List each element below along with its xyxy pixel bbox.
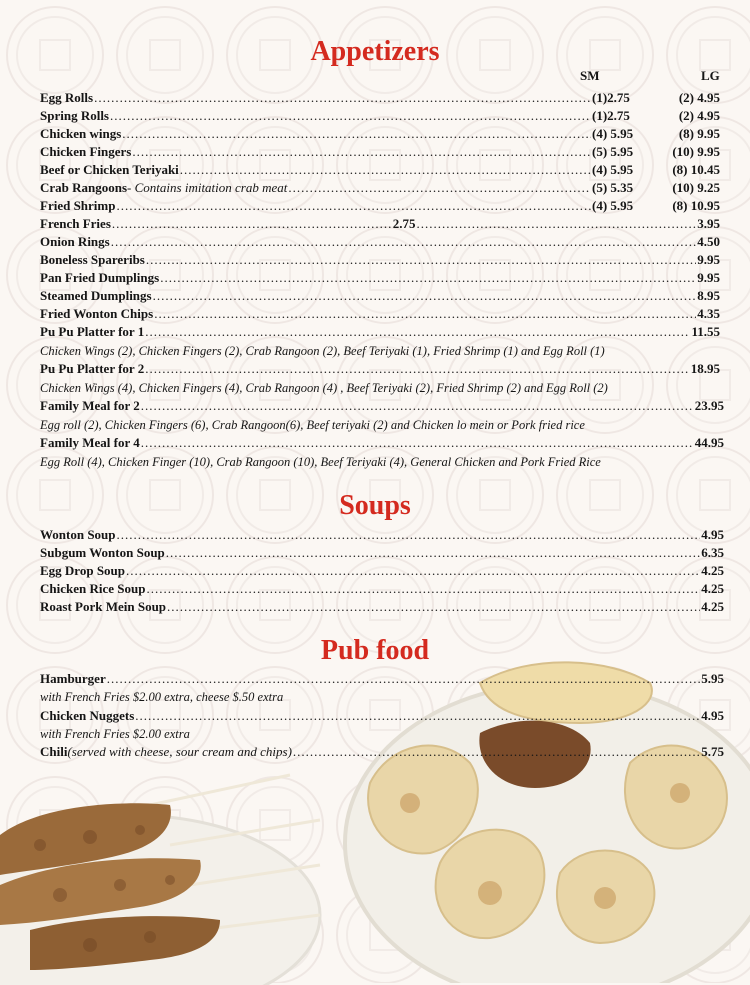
- menu-item: Egg Drop Soup ..... 4.25: [40, 563, 724, 581]
- menu-item: Beef or Chicken Teriyaki ..... (4) 5.95 (8) 10.45: [40, 162, 720, 180]
- menu-item: Chicken Rice Soup ..... 4.25: [40, 581, 724, 599]
- menu-item: Fried Wonton Chips ..... 4.35: [40, 306, 720, 324]
- menu-item: Crab Rangoons - Contains imitation crab meat ..... (5) 5.35 (10) 9.25: [40, 180, 720, 198]
- menu-item: Onion Rings ..... 4.50: [40, 234, 720, 252]
- menu-item: Roast Pork Mein Soup ..... 4.25: [40, 599, 724, 617]
- menu-item: Pu Pu Platter for 2 ..... 18.95: [40, 361, 720, 379]
- menu-item: Chili (served with cheese, sour cream and chips) ..... 5.75: [40, 744, 724, 762]
- item-description: Egg Roll (4), Chicken Finger (10), Crab Rangoon (10), Beef Teriyaki (4), General Chicken and Pork Fried Rice: [40, 455, 601, 469]
- menu-item: Steamed Dumplings ..... 8.95: [40, 288, 720, 306]
- menu-item: French Fries ..... 2.75 ..... 3.95: [40, 216, 720, 234]
- item-description: Egg roll (2), Chicken Fingers (6), Crab Rangoon(6), Beef teriyaki (2) and Chicken lo mein or Pork fried rice: [40, 418, 585, 432]
- menu-item: Pan Fried Dumplings ..... 9.95: [40, 270, 720, 288]
- menu-item: Wonton Soup ..... 4.95: [40, 527, 724, 545]
- item-description: Chicken Wings (4), Chicken Fingers (4), Crab Rangoon (4) , Beef Teriyaki (2), Fried Shrimp (2) and Egg Roll (2): [40, 381, 608, 395]
- pub-food-heading: Pub food: [320, 635, 430, 666]
- menu-item: Spring Rolls ..... (1)2.75 (2) 4.95: [40, 108, 720, 126]
- menu-item: Pu Pu Platter for 1 ..... 11.55: [40, 324, 720, 342]
- col-header-sm: SM: [580, 68, 600, 83]
- menu-item: Family Meal for 4 ..... 44.95: [40, 435, 724, 453]
- appetizers-heading: Appetizers: [310, 36, 440, 67]
- menu-item: Chicken wings ..... (4) 5.95 (8) 9.95: [40, 126, 720, 144]
- menu-item: Chicken Fingers ..... (5) 5.95 (10) 9.95: [40, 144, 720, 162]
- soups-heading: Soups: [339, 490, 411, 521]
- menu-item: Fried Shrimp ..... (4) 5.95 (8) 10.95: [40, 198, 720, 216]
- item-description: with French Fries $2.00 extra, cheese $.50 extra: [40, 690, 284, 704]
- col-header-lg: LG: [701, 68, 720, 83]
- menu-item: Family Meal for 2 ..... 23.95: [40, 398, 724, 416]
- menu-item: Chicken Nuggets ..... 4.95: [40, 708, 724, 726]
- item-description: Chicken Wings (2), Chicken Fingers (2), Crab Rangoon (2), Beef Teriyaki (1), Fried Shrimp (1) and Egg Roll (1): [40, 344, 605, 358]
- menu-item: Subgum Wonton Soup ..... 6.35: [40, 545, 724, 563]
- menu-item: Egg Rolls ..... (1)2.75 (2) 4.95: [40, 90, 720, 108]
- menu-item: Hamburger ..... 5.95: [40, 671, 724, 689]
- menu-item: Boneless Spareribs ..... 9.95: [40, 252, 720, 270]
- item-description: with French Fries $2.00 extra: [40, 727, 190, 741]
